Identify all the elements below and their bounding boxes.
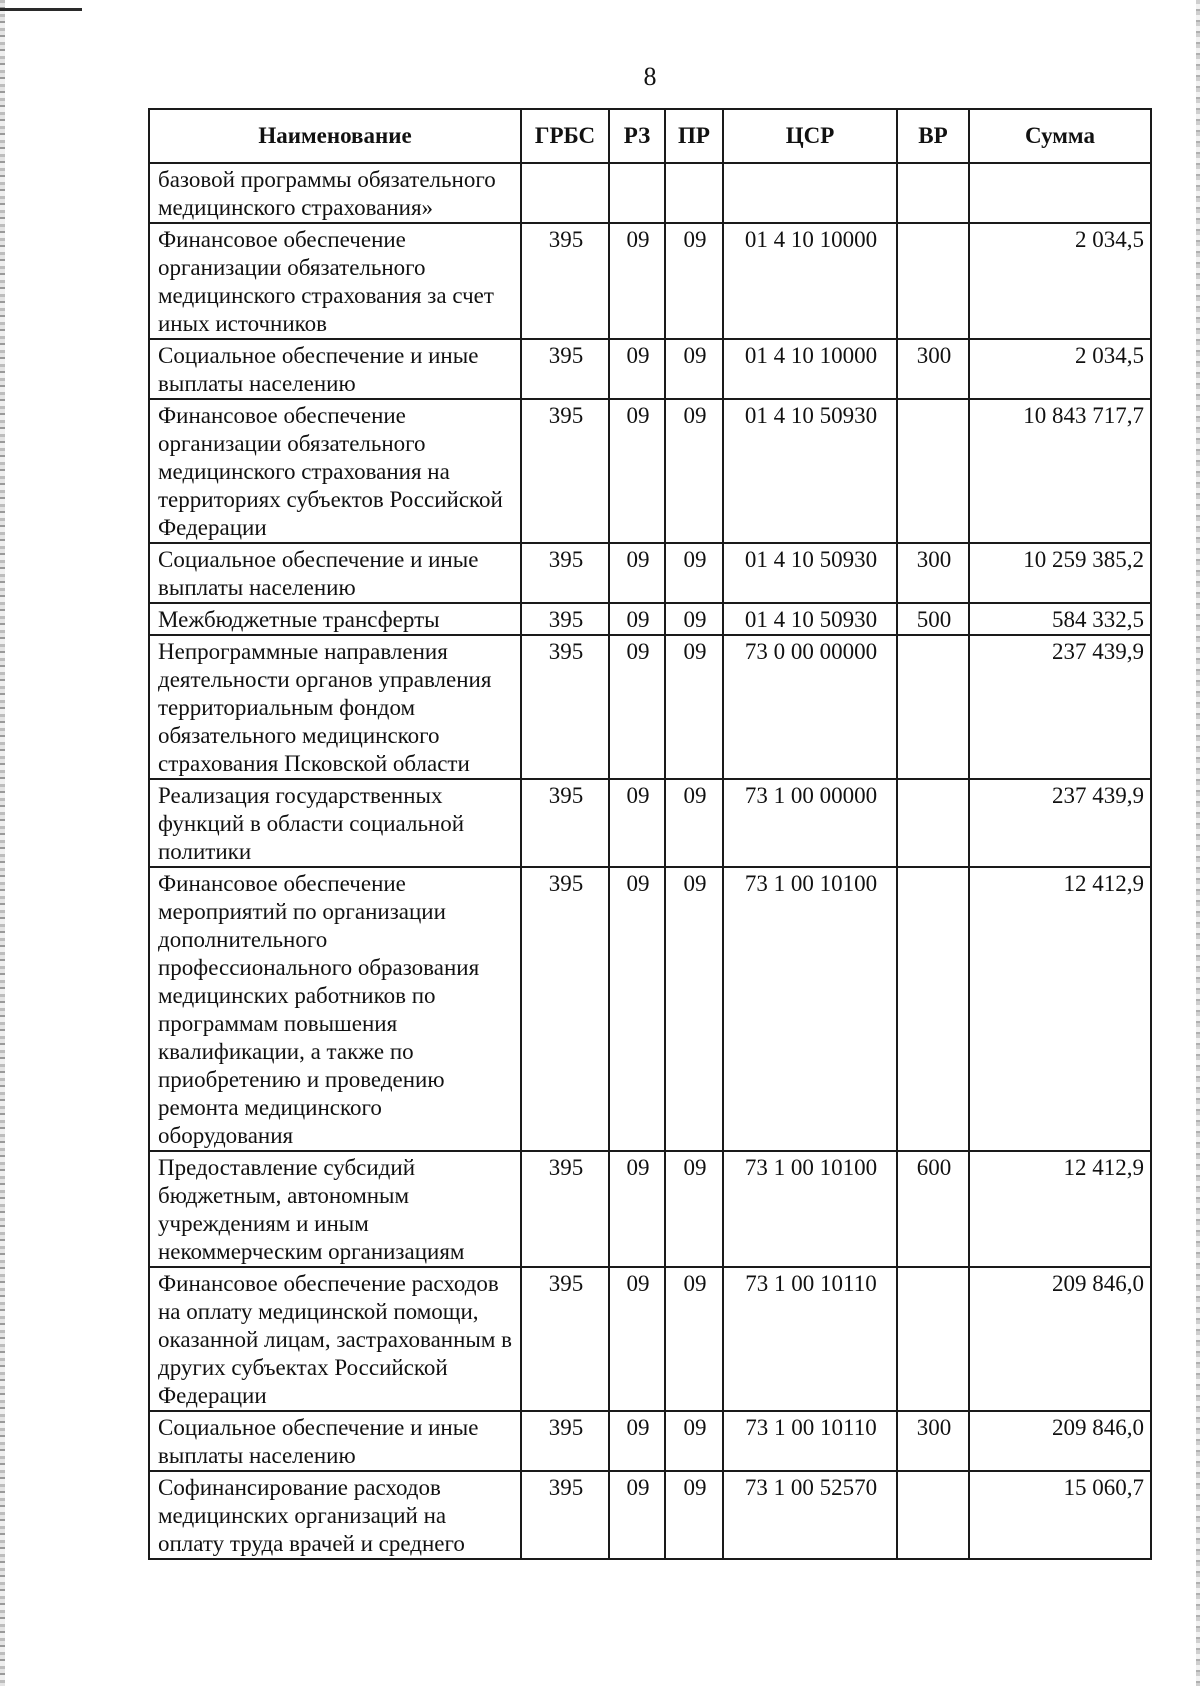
table-row — [149, 779, 1151, 867]
cell-csr: 01 4 10 50930 — [723, 543, 897, 603]
table-row — [149, 603, 1151, 635]
table-row — [149, 223, 1151, 339]
cell-vr — [897, 1267, 969, 1411]
cell-vr — [897, 1471, 969, 1559]
scan-edge-left — [0, 0, 5, 1686]
cell-grbs: 395 — [521, 867, 609, 1151]
cell-name: Предоставление субсидий бюджетным, автономным учреждениям и иным некоммерческим организациям — [149, 1151, 521, 1267]
cell-vr: 300 — [897, 339, 969, 399]
cell-sum: 209 846,0 — [969, 1411, 1151, 1471]
cell-name: Софинансирование расходов медицинских организаций на оплату труда врачей и среднего — [149, 1471, 521, 1559]
cell-sum: 15 060,7 — [969, 1471, 1151, 1559]
cell-pr: 09 — [665, 399, 723, 543]
table-row — [149, 635, 1151, 779]
cell-csr: 73 0 00 00000 — [723, 635, 897, 779]
header-vr: ВР — [897, 109, 969, 163]
table-header — [149, 109, 1151, 163]
table-row — [149, 543, 1151, 603]
header-sum: Сумма — [969, 109, 1151, 163]
header-row — [149, 109, 1151, 163]
cell-csr — [723, 163, 897, 223]
cell-sum: 10 259 385,2 — [969, 543, 1151, 603]
cell-grbs: 395 — [521, 223, 609, 339]
table-row — [149, 1471, 1151, 1559]
header-rz: РЗ — [609, 109, 665, 163]
cell-grbs: 395 — [521, 1151, 609, 1267]
cell-name: Финансовое обеспечение мероприятий по организации дополнительного профессионального образования медицинских работников по программам повышения квалификации, а также по приобретению и проведению ремонта медицинского оборудования — [149, 867, 521, 1151]
cell-pr: 09 — [665, 1411, 723, 1471]
cell-grbs: 395 — [521, 603, 609, 635]
cell-sum: 209 846,0 — [969, 1267, 1151, 1411]
budget-table — [148, 108, 1152, 1560]
cell-csr: 01 4 10 50930 — [723, 603, 897, 635]
cell-grbs: 395 — [521, 339, 609, 399]
cell-name: Финансовое обеспечение организации обязательного медицинского страхования на территориях субъектов Российской Федерации — [149, 399, 521, 543]
cell-grbs: 395 — [521, 1471, 609, 1559]
cell-name: Финансовое обеспечение организации обязательного медицинского страхования за счет иных источников — [149, 223, 521, 339]
cell-rz: 09 — [609, 779, 665, 867]
cell-vr — [897, 635, 969, 779]
scan-edge-right — [1196, 0, 1200, 1686]
cell-sum: 237 439,9 — [969, 635, 1151, 779]
cell-csr: 73 1 00 10100 — [723, 867, 897, 1151]
table-row — [149, 1151, 1151, 1267]
cell-vr — [897, 867, 969, 1151]
cell-pr — [665, 163, 723, 223]
cell-sum — [969, 163, 1151, 223]
cell-vr — [897, 779, 969, 867]
cell-csr: 73 1 00 00000 — [723, 779, 897, 867]
scan-top-line — [0, 8, 82, 11]
cell-csr: 73 1 00 52570 — [723, 1471, 897, 1559]
cell-pr: 09 — [665, 1267, 723, 1411]
cell-sum: 12 412,9 — [969, 867, 1151, 1151]
cell-vr — [897, 163, 969, 223]
cell-vr — [897, 223, 969, 339]
cell-rz: 09 — [609, 1267, 665, 1411]
cell-sum: 237 439,9 — [969, 779, 1151, 867]
cell-pr: 09 — [665, 223, 723, 339]
cell-pr: 09 — [665, 339, 723, 399]
cell-vr: 300 — [897, 1411, 969, 1471]
cell-csr: 01 4 10 10000 — [723, 339, 897, 399]
cell-rz: 09 — [609, 1151, 665, 1267]
cell-grbs: 395 — [521, 543, 609, 603]
cell-rz: 09 — [609, 1471, 665, 1559]
table-row — [149, 399, 1151, 543]
header-grbs: ГРБС — [521, 109, 609, 163]
header-name: Наименование — [149, 109, 521, 163]
cell-rz: 09 — [609, 223, 665, 339]
cell-sum: 584 332,5 — [969, 603, 1151, 635]
cell-rz — [609, 163, 665, 223]
cell-rz: 09 — [609, 867, 665, 1151]
cell-name: Финансовое обеспечение расходов на оплату медицинской помощи, оказанной лицам, застрахованным в других субъектах Российской Федерации — [149, 1267, 521, 1411]
cell-name: Реализация государственных функций в области социальной политики — [149, 779, 521, 867]
cell-name: Социальное обеспечение и иные выплаты населению — [149, 1411, 521, 1471]
cell-vr: 500 — [897, 603, 969, 635]
cell-pr: 09 — [665, 867, 723, 1151]
cell-pr: 09 — [665, 779, 723, 867]
cell-rz: 09 — [609, 1411, 665, 1471]
table-row — [149, 1411, 1151, 1471]
cell-vr: 300 — [897, 543, 969, 603]
cell-csr: 01 4 10 50930 — [723, 399, 897, 543]
cell-csr: 73 1 00 10100 — [723, 1151, 897, 1267]
cell-pr: 09 — [665, 603, 723, 635]
cell-rz: 09 — [609, 603, 665, 635]
cell-rz: 09 — [609, 339, 665, 399]
cell-grbs: 395 — [521, 635, 609, 779]
cell-pr: 09 — [665, 635, 723, 779]
cell-sum: 2 034,5 — [969, 339, 1151, 399]
cell-name: Непрограммные направления деятельности органов управления территориальным фондом обязательного медицинского страхования Псковской области — [149, 635, 521, 779]
cell-grbs — [521, 163, 609, 223]
table-row — [149, 163, 1151, 223]
cell-vr — [897, 399, 969, 543]
table-body — [149, 163, 1151, 1559]
cell-grbs: 395 — [521, 1267, 609, 1411]
cell-grbs: 395 — [521, 399, 609, 543]
cell-vr: 600 — [897, 1151, 969, 1267]
cell-name: Межбюджетные трансферты — [149, 603, 521, 635]
header-csr: ЦСР — [723, 109, 897, 163]
cell-grbs: 395 — [521, 1411, 609, 1471]
cell-sum: 12 412,9 — [969, 1151, 1151, 1267]
table-row — [149, 867, 1151, 1151]
cell-pr: 09 — [665, 1471, 723, 1559]
cell-sum: 2 034,5 — [969, 223, 1151, 339]
cell-rz: 09 — [609, 399, 665, 543]
cell-rz: 09 — [609, 543, 665, 603]
page-number: 8 — [643, 62, 657, 91]
cell-csr: 01 4 10 10000 — [723, 223, 897, 339]
cell-pr: 09 — [665, 543, 723, 603]
table-row — [149, 1267, 1151, 1411]
header-pr: ПР — [665, 109, 723, 163]
cell-name: базовой программы обязательного медицинского страхования» — [149, 163, 521, 223]
cell-csr: 73 1 00 10110 — [723, 1411, 897, 1471]
cell-name: Социальное обеспечение и иные выплаты населению — [149, 543, 521, 603]
table-row — [149, 339, 1151, 399]
cell-name: Социальное обеспечение и иные выплаты населению — [149, 339, 521, 399]
cell-csr: 73 1 00 10110 — [723, 1267, 897, 1411]
cell-rz: 09 — [609, 635, 665, 779]
cell-sum: 10 843 717,7 — [969, 399, 1151, 543]
cell-grbs: 395 — [521, 779, 609, 867]
cell-pr: 09 — [665, 1151, 723, 1267]
